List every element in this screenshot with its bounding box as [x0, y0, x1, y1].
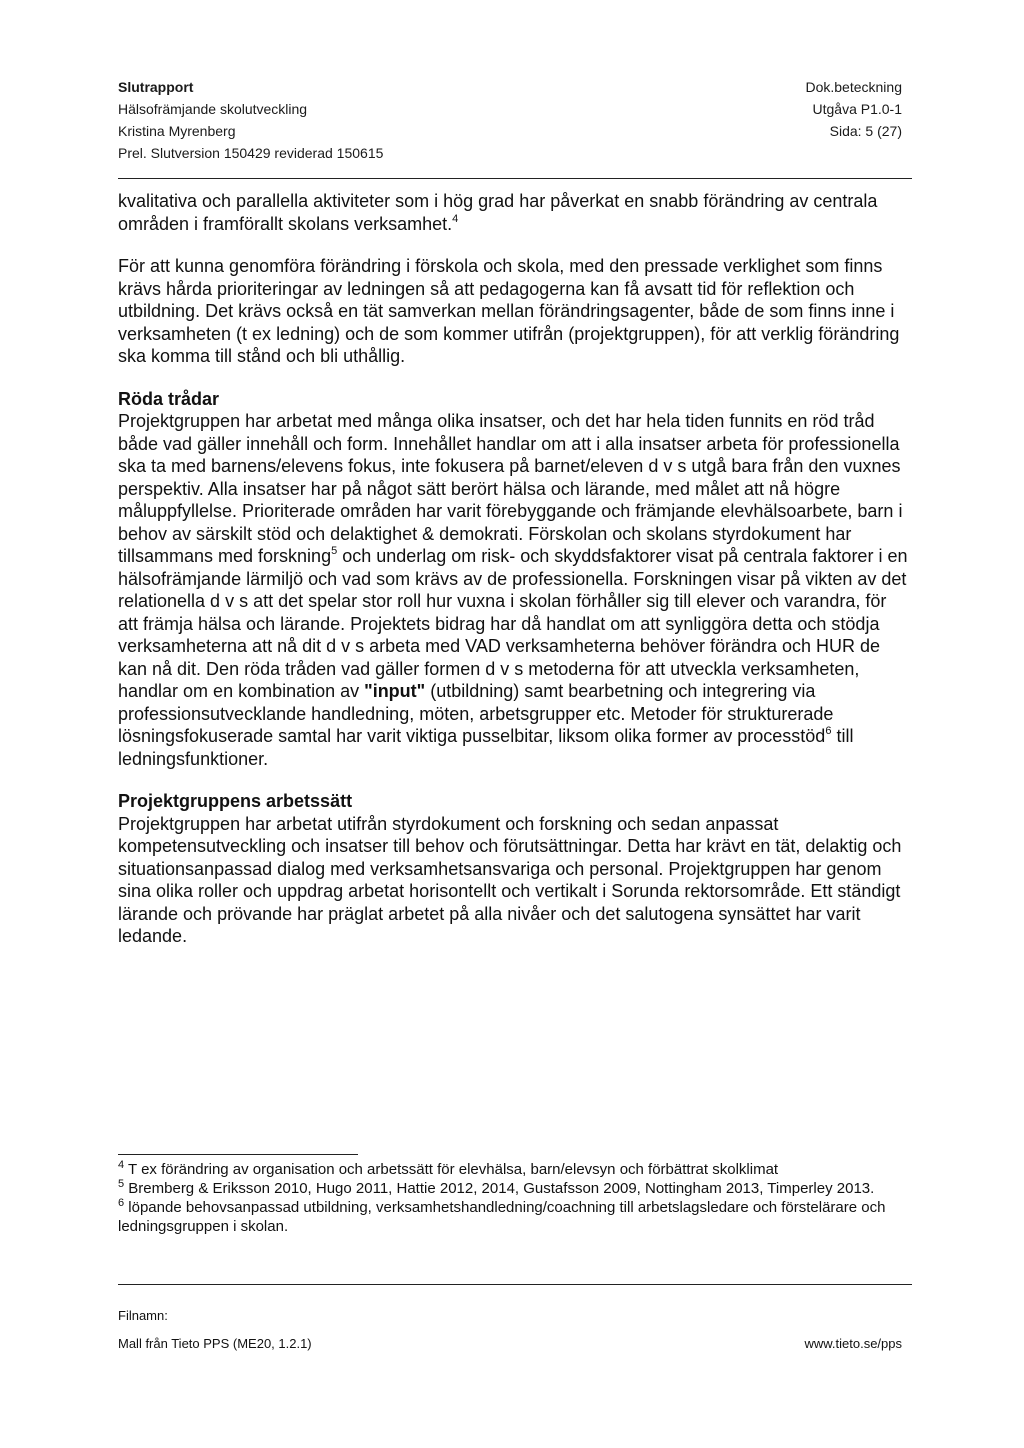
- section-text-part-a: Projektgruppen har arbetat med många olika insatser, och det har hela tiden funnits en röd tråd både vad gäller innehåll och form. Innehållet handlar om att i alla insatser arbeta för professionella ska ta med barnens/elevens fokus, inte fokusera på barnet/eleven d v s utgå bara från den vuxnes perspektiv. Alla insatser har på något sätt berört hälsa och lärande, med målet att nå högre måluppfyllelse. Prioriterade områden har varit förebyggande och främjande elevhälsoarbete, barn i behov av särskilt stöd och delaktighet & demokrati. Förskolan och skolans styrdokument har tillsammans med forskning: [118, 411, 903, 566]
- author-name: Kristina Myrenberg: [118, 123, 236, 139]
- section-text: Projektgruppen har arbetat utifrån styrdokument och forskning och sedan anpassat kompetensutveckling och insatser till behov och förutsättningar. Detta har krävt en tät, delaktig och situationsanpassad dialog med verksamhetsansvariga och personal. Projektgruppen har genom sina olika roller och uppdrag arbetat horisontellt och vertikalt i Sorunda rektorsområde. Ett ständigt lärande och prövande har präglat arbetet på alla nivåer och det salutogena synsättet har varit ledande.: [118, 813, 902, 946]
- header-left: [118, 76, 618, 164]
- section-heading: Röda trådar: [118, 388, 220, 409]
- footnotes: [118, 1160, 908, 1236]
- footnote-ref-6: 6: [825, 725, 832, 737]
- paragraph-1: [118, 190, 908, 235]
- page-number: Sida: 5 (27): [829, 123, 902, 139]
- footnote-number: 5: [118, 1178, 125, 1190]
- section-roda-tradar: [118, 388, 908, 771]
- footer-divider: [118, 1284, 912, 1285]
- section-heading: Projektgruppens arbetssätt: [118, 791, 353, 811]
- header-divider: [118, 178, 912, 179]
- footnote-text: Bremberg & Eriksson 2010, Hugo 2011, Hattie 2012, 2014, Gustafsson 2009, Nottingham 2013, Timperley 2013.: [124, 1180, 875, 1197]
- footnote-text: löpande behovsanpassad utbildning, verksamhetshandledning/coachning till arbetslagsledare och förstelärare och ledningsgruppen i skolan.: [118, 1199, 886, 1235]
- doc-type: Slutrapport: [118, 79, 194, 95]
- edition: Utgåva P1.0-1: [812, 101, 902, 117]
- paragraph-1-text: kvalitativa och parallella aktiviteter som i hög grad har påverkat en snabb förändring av centrala områden i framförallt skolans verksamhet.: [118, 191, 878, 234]
- section-text-part-b: och underlag om risk- och skyddsfaktorer visat på centrala faktorer i en hälsofrämjande lärmiljö och vad som krävs av de professionella. Forskningen visar på vikten av det relationella d v s att det spelar stor roll hur vuxna i skolan förhåller sig till elever och varandra, för att främja hälsa och lärande. Projektets bidrag har då handlat om att synliggöra detta och stödja verksamheterna att nå dit d v s arbeta med VAD verksamheterna behöver förändra och HUR de kan nå dit. Den röda tråden vad gäller formen d v s metoderna för att utveckla verksamheten, handlar om en kombination av: [118, 546, 908, 701]
- filename-label: Filnamn:: [118, 1308, 168, 1323]
- project-name: Hälsofrämjande skolutveckling: [118, 101, 308, 117]
- footnote-number: 6: [118, 1197, 125, 1209]
- paragraph-2: För att kunna genomföra förändring i förskola och skola, med den pressade verklighet som finns krävs hårda prioriteringar av ledningen så att pedagogerna kan få avsatt tid för reflektion och utbildning. Det krävs också en tät samverkan mellan förändringsagenter, både de som finns inne i verksamheten (t ex ledning) och de som kommer utifrån (projektgruppen), för att verklig förändring ska komma till stånd och bli uthållig.: [118, 256, 900, 366]
- footer-url: www.tieto.se/pps: [804, 1336, 902, 1351]
- doc-label: Dok.beteckning: [805, 79, 902, 95]
- footnote-divider: [118, 1154, 358, 1155]
- input-term: "input": [364, 681, 426, 701]
- section-text: [118, 410, 908, 770]
- footnote-item: [118, 1179, 908, 1198]
- footnote-ref-5: 5: [331, 545, 338, 557]
- section-text-part-c: (utbildning) samt bearbetning och integrering via professionsutvecklande handledning, möten, arbetsgrupper etc. Metoder för strukturerade lösningsfokuserade samtal har varit viktiga pusselbitar, liksom olika former av processtöd: [118, 681, 834, 746]
- footnote-item: [118, 1160, 908, 1179]
- footnote-item: [118, 1198, 908, 1236]
- section-arbetssatt: [118, 790, 908, 948]
- footnote-number: 4: [118, 1159, 125, 1171]
- version-note: Prel. Slutversion 150429 reviderad 150615: [118, 145, 384, 161]
- document-body: [118, 190, 908, 968]
- section-text-part-d: till ledningsfunktioner.: [118, 726, 854, 769]
- template-name: Mall från Tieto PPS (ME20, 1.2.1): [118, 1336, 312, 1351]
- header-right: [602, 76, 902, 142]
- footnote-text: T ex förändring av organisation och arbetssätt för elevhälsa, barn/elevsyn och förbättrat skolklimat: [124, 1161, 779, 1178]
- footnote-ref-4: 4: [452, 212, 459, 225]
